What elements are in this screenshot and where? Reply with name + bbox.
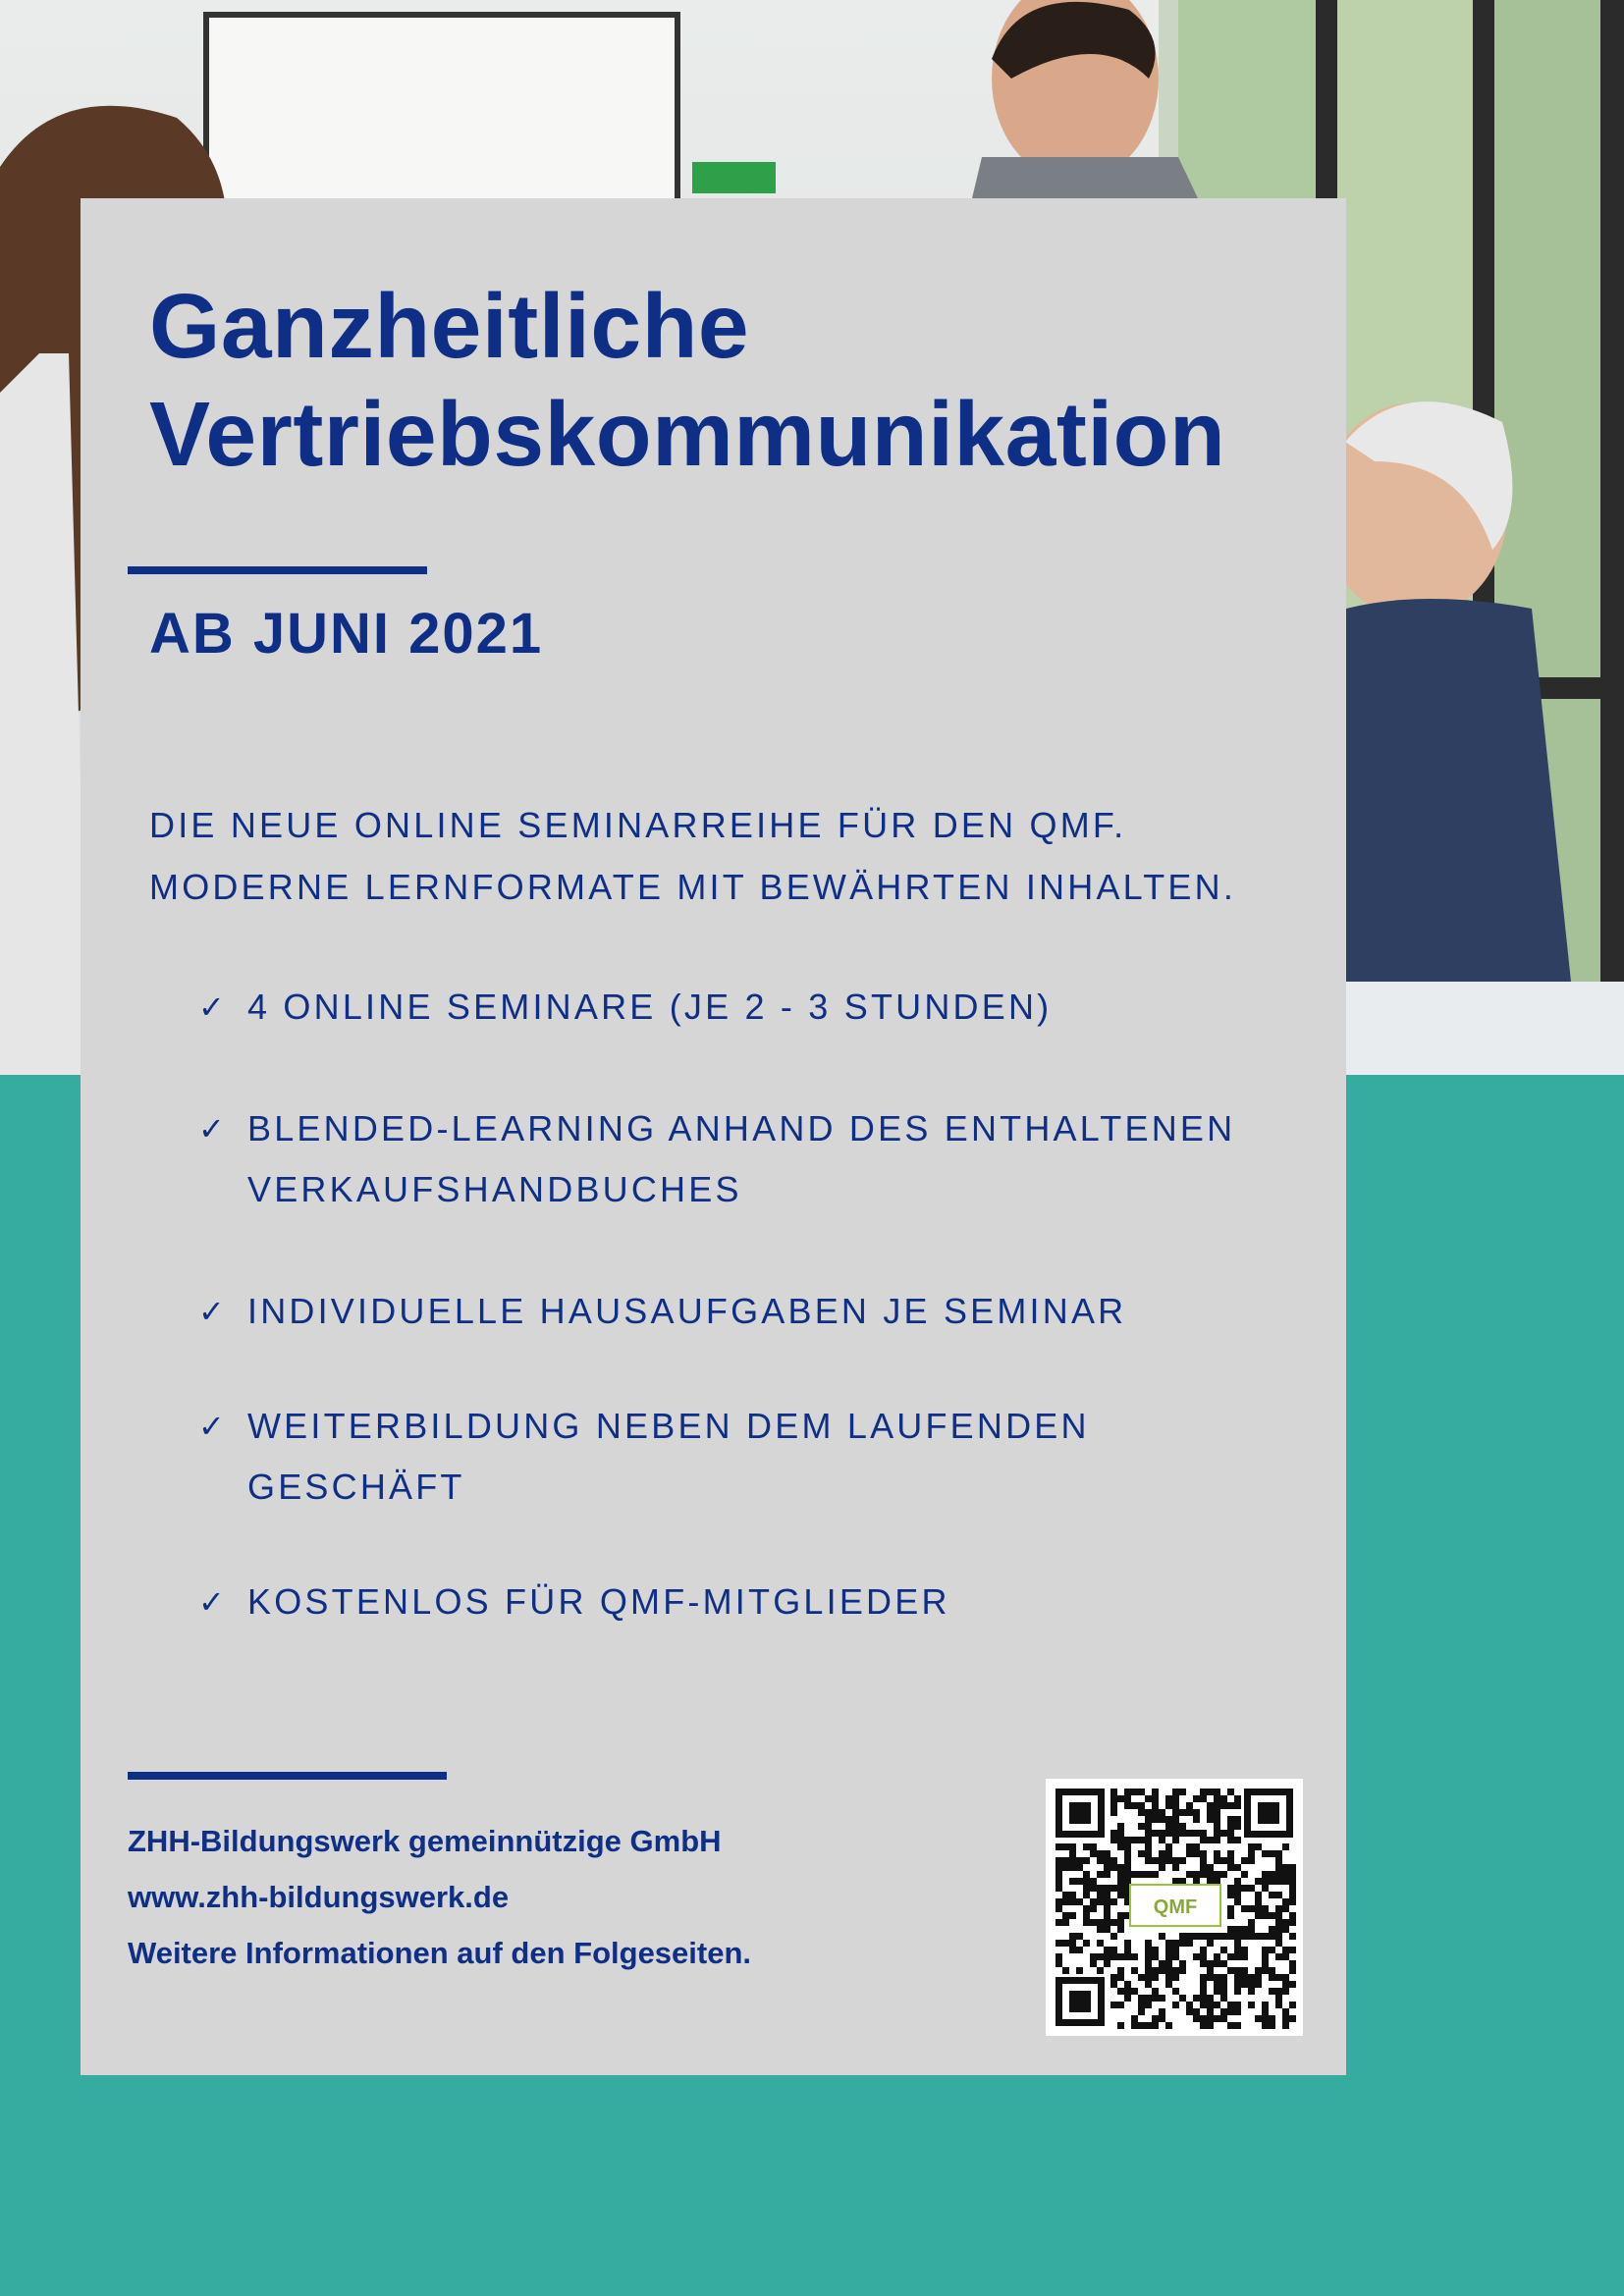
feature-item bbox=[198, 1281, 1308, 1342]
checkmark-icon: ✓ bbox=[198, 1293, 225, 1330]
feature-text-line: KOSTENLOS FÜR QMF-MITGLIEDER bbox=[247, 1581, 950, 1622]
qr-logo-text: QMF bbox=[1153, 1896, 1198, 1918]
feature-text-line: WEITERBILDUNG NEBEN DEM LAUFENDEN bbox=[247, 1406, 1090, 1446]
feature-text-line: INDIVIDUELLE HAUSAUFGABEN JE SEMINAR bbox=[247, 1291, 1127, 1331]
feature-text-line: BLENDED-LEARNING ANHAND DES ENTHALTENEN bbox=[247, 1108, 1236, 1148]
divider-top bbox=[128, 566, 427, 574]
checkmark-icon: ✓ bbox=[198, 1110, 225, 1148]
intro-line-1: DIE NEUE ONLINE SEMINARREIHE FÜR DEN QMF. bbox=[149, 805, 1127, 845]
headline-line-1: Ganzheitliche bbox=[149, 275, 750, 377]
contact-info bbox=[128, 1813, 751, 1981]
qr-code[interactable] bbox=[1046, 1779, 1303, 2036]
feature-item bbox=[198, 1396, 1308, 1518]
headline bbox=[149, 272, 1225, 488]
checkmark-icon: ✓ bbox=[198, 1408, 225, 1445]
feature-item bbox=[198, 1098, 1308, 1220]
website-link[interactable]: www.zhh-bildungswerk.de bbox=[128, 1880, 510, 1914]
feature-list bbox=[198, 977, 1308, 1632]
feature-item bbox=[198, 977, 1308, 1038]
feature-item bbox=[198, 1572, 1308, 1632]
qr-code-graphic bbox=[1046, 1779, 1303, 2036]
checkmark-icon: ✓ bbox=[198, 1583, 225, 1621]
checkmark-icon: ✓ bbox=[198, 988, 225, 1026]
info-card bbox=[81, 198, 1346, 2075]
intro-text bbox=[149, 794, 1236, 918]
feature-text-line: VERKAUFSHANDBUCHES bbox=[247, 1169, 742, 1209]
start-date: AB JUNI 2021 bbox=[149, 602, 544, 666]
organization-name: ZHH-Bildungswerk gemeinnützige GmbH bbox=[128, 1824, 722, 1858]
feature-text-line: GESCHÄFT bbox=[247, 1467, 465, 1507]
divider-bottom bbox=[128, 1772, 447, 1780]
intro-line-2: MODERNE LERNFORMATE MIT BEWÄHRTEN INHALTEN. bbox=[149, 867, 1237, 907]
feature-text-line: 4 ONLINE SEMINARE (JE 2 - 3 STUNDEN) bbox=[247, 987, 1053, 1027]
headline-line-2: Vertriebskommunikation bbox=[149, 383, 1226, 485]
more-info-text: Weitere Informationen auf den Folgeseiten. bbox=[128, 1936, 752, 1970]
